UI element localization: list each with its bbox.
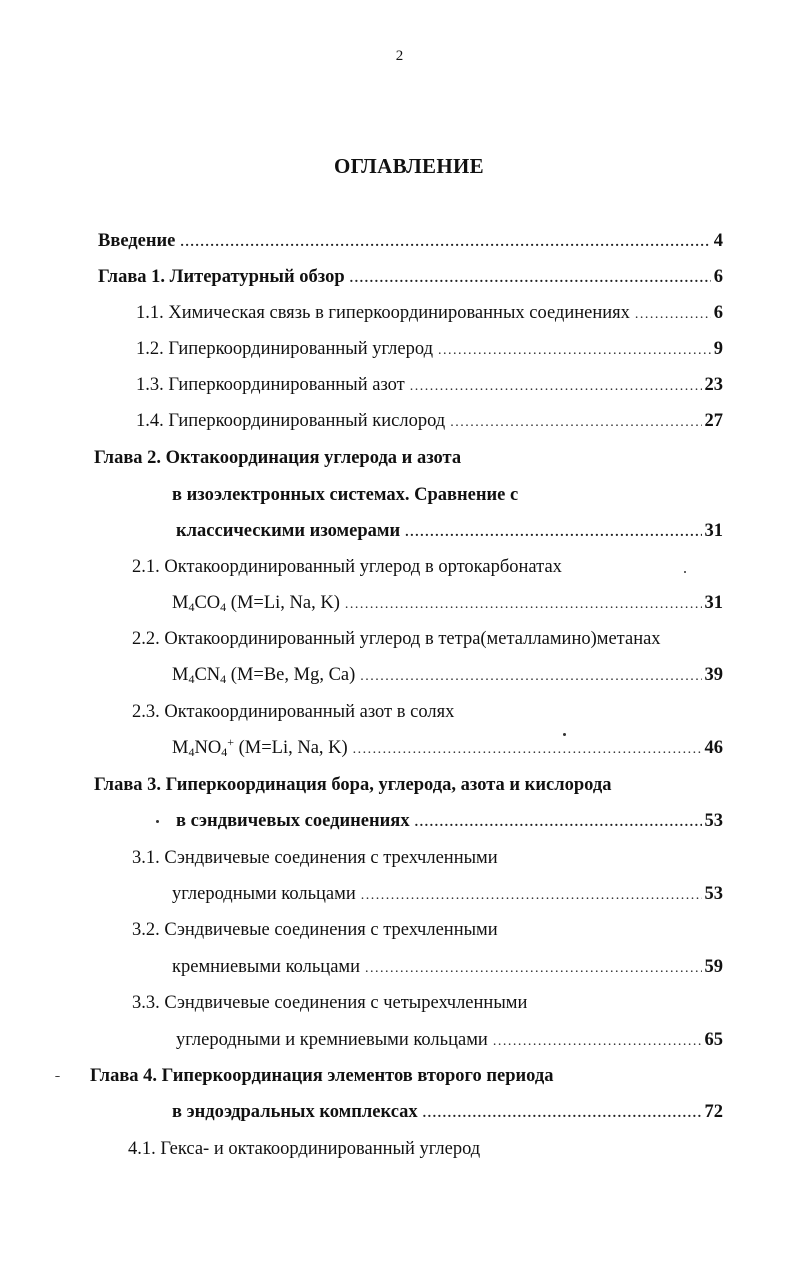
dot-leader [361,881,702,911]
toc-entry-text: $M_4CO_4$ (M=Li, Na, K) [172,593,340,614]
toc-page-number: 31 [704,593,723,613]
dot-leader [350,264,711,294]
toc-entry-section-1-1[interactable] [136,298,723,328]
toc-entry-chapter-4[interactable] [90,1061,723,1091]
page-number: 2 [395,48,404,64]
toc-entry-text: 1.3. Гиперкоординированный азот [136,375,405,395]
toc-entry-text: 2.2. Октакоординированный углерод в тетра(металламино)метанах [132,629,661,649]
toc-entry-text: Глава 4. Гиперкоординация элементов второго периода [90,1066,554,1086]
dot-leader [353,735,702,765]
toc-page-number: 31 [704,521,723,541]
toc-entry-text: $M_4CN_4$ (M=Be, Mg, Ca) [172,665,356,686]
toc-entry-text: 3.3. Сэндвичевые соединения с четырехчленными [132,993,528,1013]
toc-entry-text: 2.1. Октакоординированный углерод в ортокарбонатах [132,557,562,577]
toc-entry-section-2-1-line-2[interactable] [172,588,723,618]
toc-page-number: 6 [713,267,723,287]
toc-entry-section-3-1-line-2[interactable] [172,879,723,909]
toc-entry-text: 1.4. Гиперкоординированный кислород [136,411,446,431]
toc-entry-chapter-2-line-3[interactable] [176,516,723,546]
toc-entry-introduction[interactable] [98,226,723,256]
scan-speck [55,1076,60,1077]
dot-leader [415,808,702,838]
toc-entry-section-2-3-line-2[interactable] [172,733,723,763]
toc-entry-text: в сэндвичевых соединениях [176,811,410,831]
scan-speck [684,571,686,573]
dot-leader [360,662,701,692]
page-title: ОГЛАВЛЕНИЕ [334,154,484,178]
toc-page-number: 27 [704,411,723,431]
toc-entry-text: 1.2. Гиперкоординированный углерод [136,339,433,359]
toc-entry-section-3-1[interactable] [132,843,723,873]
toc-page-number: 46 [704,738,723,758]
dot-leader [450,408,701,438]
toc-entry-text: 2.3. Октакоординированный азот в солях [132,702,455,722]
toc-entry-text: $M_4NO_4^+$ (M=Li, Na, K) [172,735,348,759]
toc-entry-text: углеродными кольцами [172,884,356,904]
toc-page-number: 39 [704,665,723,685]
dot-leader [405,518,701,548]
dot-leader [365,954,701,984]
toc-entry-text: 1.1. Химическая связь в гиперкоординированных соединениях [136,303,630,323]
toc-entry-chapter-2-line-2 [172,480,723,510]
toc-entry-section-2-3[interactable] [132,697,723,727]
toc-page-number: 23 [704,375,723,395]
toc-entry-section-3-3[interactable] [132,988,723,1018]
toc-entry-chapter-3-line-2[interactable] [176,806,723,836]
toc-entry-text: 4.1. Гекса- и октакоординированный углерод [128,1139,481,1159]
dot-leader [180,228,710,258]
toc-entry-section-1-3[interactable] [136,370,723,400]
toc-page-number: 6 [713,303,723,323]
toc-entry-chapter-3[interactable] [94,770,723,800]
toc-page-number: 9 [713,339,723,359]
toc-entry-section-3-2[interactable] [132,915,723,945]
dot-leader [410,372,702,402]
toc-entry-text: в изоэлектронных системах. Сравнение с [172,485,519,505]
toc-entry-text: 3.2. Сэндвичевые соединения с трехчленными [132,920,498,940]
scan-speck [156,820,159,823]
toc-entry-text: Глава 2. Октакоординация углерода и азота [94,448,462,468]
toc-page-number: 53 [704,884,723,904]
toc-page-number: 72 [704,1102,723,1122]
toc-page-number: 59 [704,957,723,977]
toc-entry-text: Глава 1. Литературный обзор [98,267,345,287]
toc-entry-chapter-1[interactable] [98,262,723,292]
toc-page-number: 4 [713,231,723,251]
toc-entry-chapter-2[interactable] [94,443,723,473]
dot-leader [493,1027,702,1057]
toc-entry-text: в эндоэдральных комплексах [172,1102,418,1122]
dot-leader [438,336,711,366]
toc-entry-text: кремниевыми кольцами [172,957,361,977]
toc-entry-text: Введение [98,231,176,251]
toc-entry-section-2-1[interactable] [132,552,723,582]
dot-leader [345,590,702,620]
toc-entry-text: 3.1. Сэндвичевые соединения с трехчленными [132,848,498,868]
toc-entry-text: углеродными и кремниевыми кольцами [176,1030,488,1050]
toc-entry-section-3-2-line-2[interactable] [172,952,723,982]
toc-entry-text: классическими изомерами [176,521,401,541]
toc-page-number: 53 [704,811,723,831]
scan-speck [563,733,566,736]
toc-entry-chapter-4-line-2[interactable] [172,1097,723,1127]
toc-entry-text: Глава 3. Гиперкоординация бора, углерода, азота и кислорода [94,775,612,795]
toc-page-number: 65 [704,1030,723,1050]
toc-entry-section-2-2-line-2[interactable] [172,660,723,690]
toc-entry-section-4-1[interactable] [128,1134,723,1164]
toc-entry-section-1-2[interactable] [136,334,723,364]
dot-leader [423,1099,702,1129]
toc-entry-section-3-3-line-2[interactable] [176,1025,723,1055]
dot-leader [635,300,711,330]
toc-entry-section-2-2[interactable] [132,624,723,654]
toc-entry-section-1-4[interactable] [136,406,723,436]
